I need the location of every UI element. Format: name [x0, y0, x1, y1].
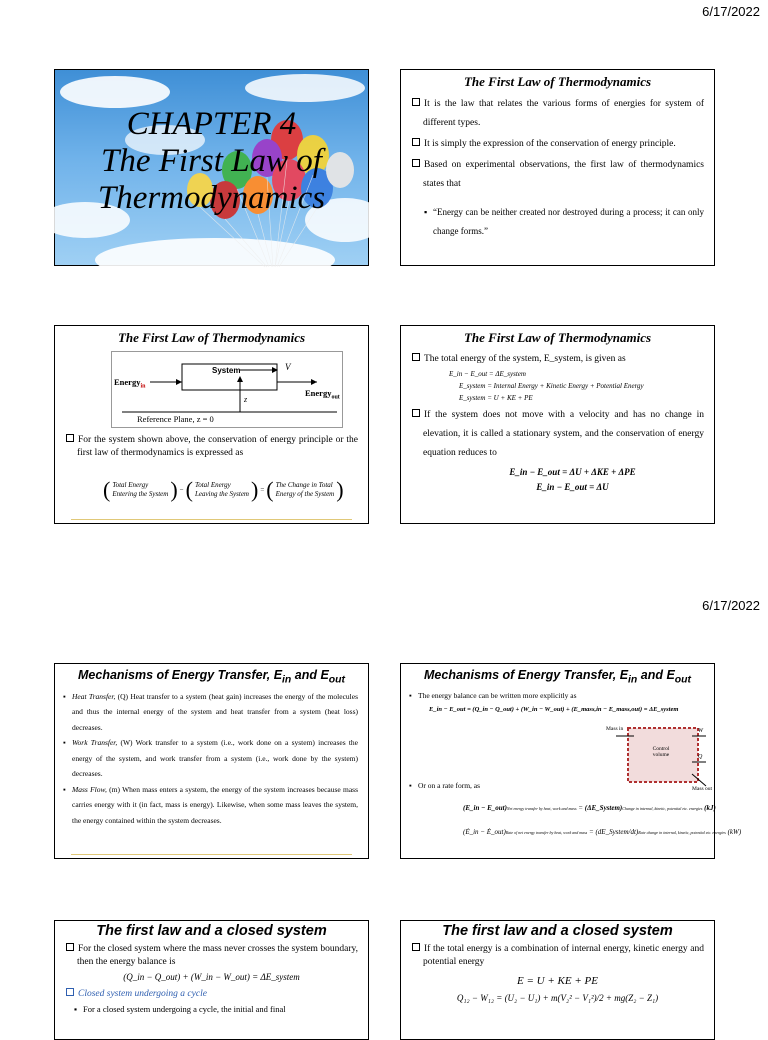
slide-first-law-diagram	[54, 325, 369, 524]
control-volume-diagram	[606, 724, 713, 802]
slide-total-energy	[400, 325, 715, 524]
closed-system-energy-equation: Q₁₂ − W₁₂ = (U₂ − U₁) + m(V₂² − V₁²)/2 + mg(Z₂ − Z₁)	[456, 993, 659, 1003]
mass-out-label: Mass out	[692, 786, 713, 792]
energy-equation: ( Total Energy Entering the System ) − ( Total Energy Leaving the System ) = ( The Change in Total Energy of the System )	[103, 477, 344, 502]
work-transfer-item: ▪ Work Transfer, (W) Work transfer to a system (i.e., work done on a system) increases the energy of the system, and work transfer from a system (i.e., work done by the system) decreases.	[55, 735, 368, 782]
bullet-item: For the closed system where the mass never crosses the system boundary, then the energy balance is	[55, 943, 368, 969]
page-date: 6/17/2022	[702, 598, 760, 613]
footer-line	[71, 854, 352, 855]
mass-in-label: Mass in	[606, 726, 624, 732]
slide-energy-balance	[400, 663, 742, 859]
page-date: 6/17/2022	[702, 4, 760, 19]
bullet-item: Based on experimental observations, the first law of thermodynamics states that	[401, 156, 714, 194]
bullet-item: For the system shown above, the conservation of energy principle or the first law of thermodynamics is expressed as	[55, 434, 368, 460]
rate-equation-kw: (Ė_in − Ė_out)Rate of net energy transfer by heat, work and mass = (dE_System/dt)Rate change in internal, kinetic, potential etc. energies (kW)	[463, 828, 742, 836]
heat-transfer-item: ▪ Heat Transfer, (Q) Heat transfer to a system (heat gain) increases the energy of the molecules and thus the internal energy of the system and heat transfer from a system (heat loss) decreases.	[55, 689, 368, 736]
stationary-equations: E_in − E_out = ΔU + ΔKE + ΔPE E_in − E_out = ΔU	[509, 467, 636, 492]
bullet-item: ▪ The energy balance can be written more explicitly as	[401, 690, 714, 702]
sub-heading: Closed system undergoing a cycle	[55, 988, 368, 1001]
z-label: z	[244, 395, 248, 404]
energy-balance-equation: E_in − E_out = (Q_in − Q_out) + (W_in − W_out) + (E_mass,in − E_mass,out) = ΔE_system	[429, 705, 679, 713]
slide-closed-system-energy	[400, 920, 715, 1040]
footer-line	[71, 519, 352, 520]
slide-title: The First Law of Thermodynamics	[117, 330, 306, 345]
reference-plane-label: Reference Plane, z = 0	[137, 414, 214, 424]
slide-title: The first law and a closed system	[96, 923, 327, 939]
w-label: W	[698, 728, 703, 734]
slide-title: The First Law of Thermodynamics	[463, 330, 652, 345]
closed-system-equation: (Q_in − Q_out) + (W_in − W_out) = ΔE_system	[123, 972, 300, 982]
quote-bullet: ▪ “Energy can be neither created nor destroyed during a process; it can only change forms.”	[401, 203, 714, 241]
bullet-item: If the system does not move with a velocity and has no change in elevation, it is called a stationary system, and the conservation of energy equation reduces to	[401, 406, 714, 463]
slide-closed-system	[54, 920, 369, 1040]
total-energy-equation: E = U + KE + PE	[517, 975, 598, 987]
rate-equation-kj: (E_in − E_out)Net energy transfer by heat, work and mass = (ΔE_System)Change in internal, kinetic, potential etc. energies (kJ)	[463, 804, 716, 812]
bullet-item: It is simply the expression of the conservation of energy principle.	[401, 135, 714, 154]
energy-out-label: Energy$_{out}$	[305, 388, 340, 401]
slide-title: The First Law of Thermodynamics	[463, 74, 652, 89]
bullet-item: ▪ Or on a rate form, as	[401, 780, 490, 792]
slide-title: Mechanisms of Energy Transfer, $E_{in}$ and $E_{out}$	[424, 668, 691, 686]
slide-energy-transfer-mechanisms	[54, 663, 369, 859]
slide-first-law-intro	[400, 69, 715, 266]
slide-title: Mechanisms of Energy Transfer, $E_{in}$ and $E_{out}$	[78, 668, 345, 686]
velocity-label: V	[285, 362, 291, 372]
bullet-item: The total energy of the system, E_system, is given as	[401, 352, 714, 366]
control-volume-label: Control volume	[652, 746, 670, 758]
energy-equations: E_in − E_out = ΔE_system E_system = Internal Energy + Kinetic Energy + Potential Energy E_system = U + KE + PE	[449, 370, 644, 402]
slide-title: The first law and a closed system	[442, 923, 673, 939]
chapter-title: CHAPTER 4 The First Law of Thermodynamics	[97, 106, 326, 216]
q-label: Q	[698, 754, 703, 760]
bullet-item: If the total energy is a combination of internal energy, kinetic energy and potential energy	[401, 943, 714, 969]
mass-flow-item: ▪ Mass Flow, (m) When mass enters a system, the energy of the system increases because mass carries energy with it (in fact, mass is energy). Likewise, when some mass leaves the system, the energy contained within the system decreases.	[55, 782, 368, 829]
system-label: System	[212, 366, 241, 375]
energy-in-label: Energy$_{in}$	[114, 377, 146, 390]
bullet-item: ▪ For a closed system undergoing a cycle, the initial and final	[55, 1003, 368, 1016]
bullet-item: It is the law that relates the various forms of energies for system of different types.	[401, 95, 714, 133]
slide-title-chapter	[54, 69, 369, 266]
